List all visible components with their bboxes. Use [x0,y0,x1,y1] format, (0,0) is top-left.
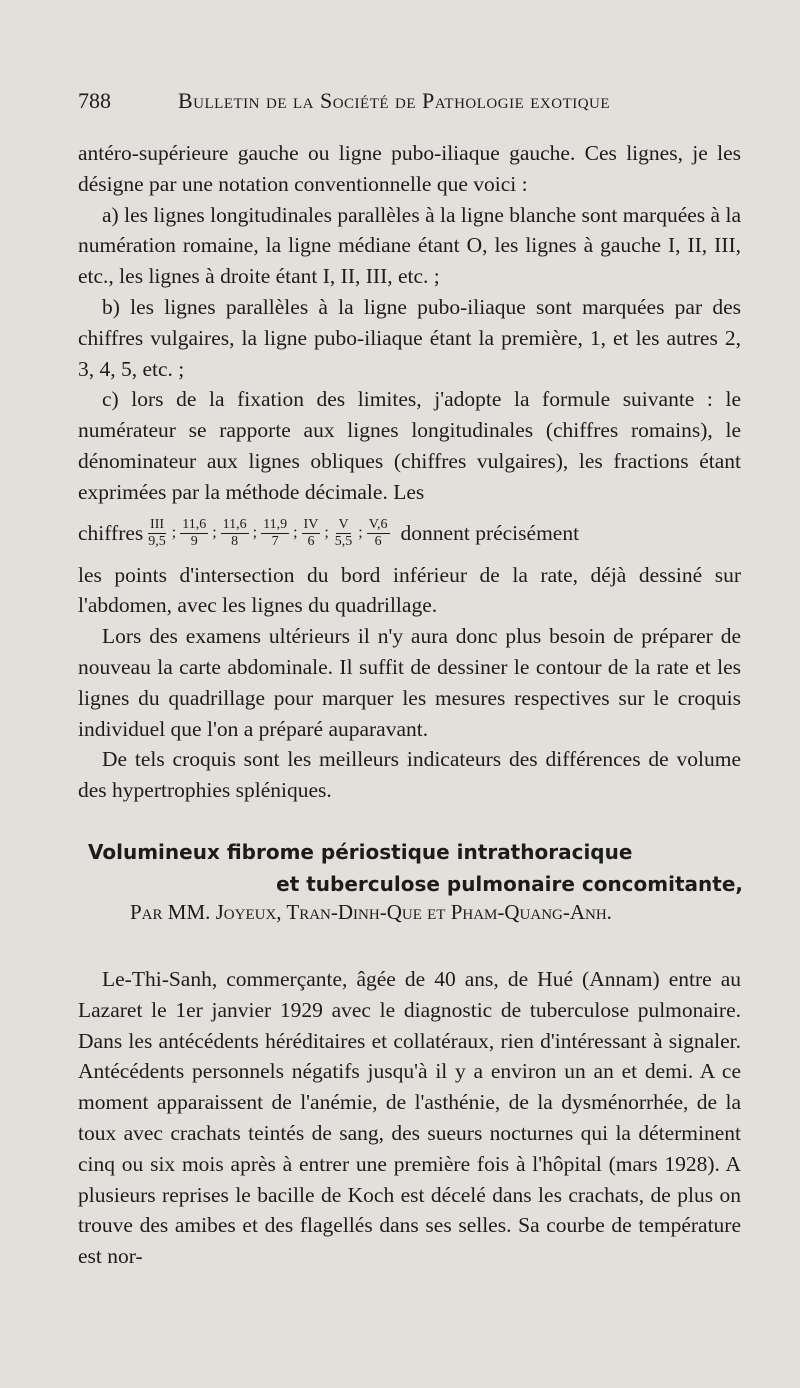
fraction-denominator: 6 [374,534,382,550]
fraction-denominator: 7 [271,534,279,550]
running-title: Bulletin de la Société de Pathologie exotique [178,88,611,113]
paragraph-c-end: les points d'intersection du bord inférieur de la rate, déjà dessiné sur l'abdomen, avec les lignes du quadrillage. [78,562,741,618]
page-number: 788 [78,88,111,113]
paragraph-b: b) les lignes parallèles à la ligne pubo-iliaque sont marquées par des chiffres vulgaires, la ligne pubo-iliaque étant la première, 1, et les autres 2, 3, 4, 5, etc. ; [78,294,741,381]
fraction-numerator: III [150,517,165,533]
fraction [146,517,168,550]
article-title-line-1: Volumineux fibrome périostique intrathoracique [88,840,633,864]
fraction-numerator: 11,6 [222,517,247,533]
fraction-numerator: 11,6 [182,517,207,533]
fraction-denominator: 6 [307,534,315,550]
fraction [261,517,289,550]
article-authors: Par MM. Joyeux, Tran-Dinh-Que et Pham-Quang-Anh. [130,900,612,924]
article-title-line-2: et tuberculose pulmonaire concomitante, [276,872,743,896]
paragraph-c: c) lors de la fixation des limites, j'adopte la formule suivante : le numérateur se rapporte aux lignes longitudinales (chiffres romains), le dénominateur aux lignes obliques (chiffres vulgaires), les fractions étant exprimées par la méthode décimale. Les [78,387,741,504]
fraction-numerator: V [338,517,349,533]
fraction-denominator: 8 [231,534,239,550]
paragraph-3: De tels croquis sont les meilleurs indicateurs des différences de volume des hypertrophies spléniques. [78,747,741,803]
article-body: Le-Thi-Sanh, commerçante, âgée de 40 ans, de Hué (Annam) entre au Lazaret le 1er janvier 1929 avec le diagnostic de tuberculose pulmonaire. Dans les antécédents héréditaires et collatéraux, rien d'intéressant à signaler. Antécédents personnels négatifs jusqu'à il y a environ un an et demi. A ce moment apparaissent de l'anémie, de l'asthénie, de la dysménorrhée, de la toux avec crachats teintés de sang, des sueurs nocturnes qui la déterminent cinq ou six mois après à entrer une première fois à l'hôpital (mars 1928). A plusieurs reprises le bacille de Koch est décelé dans les crachats, de plus on trouve des amibes et des flagellés dans ses selles. Sa courbe de température est nor- [78,967,741,1269]
paragraph-a: a) les lignes longitudinales parallèles à la ligne blanche sont marquées à la numération romaine, la ligne médiane étant O, les lignes à gauche I, II, III, etc., les lignes à droite étant I, II, III, etc. ; [78,202,741,289]
fraction-denominator: 9,5 [148,534,166,550]
fraction [180,517,208,550]
fraction-denominator: 9 [190,534,198,550]
fraction-prefix: chiffres [78,521,144,546]
paragraph-intro: antéro-supérieure gauche ou ligne pubo-iliaque gauche. Ces lignes, je les désigne par une notation conventionnelle que voici : [78,141,741,196]
fraction-denominator: 5,5 [334,534,353,550]
fraction-numerator: 11,9 [263,517,288,533]
page-header [78,88,722,116]
fraction-numerator: IV [303,517,319,533]
fraction-numerator: V,6 [368,517,388,533]
paragraph-2: Lors des examens ultérieurs il n'y aura donc plus besoin de préparer de nouveau la carte abdominale. Il suffit de dessiner le contour de la rate et les lignes du quadrillage pour marquer les mesures respectives sur le croquis individuel que l'on a préparé auparavant. [78,624,741,741]
fraction [221,517,249,550]
fraction [333,517,355,550]
fraction-line: chiffres $\frac{\text{III}}{9,5}$ ; $\frac{11,6}{9}$ ; $\frac{11,6}{8}$ ; $\frac{11,9}{7}$ ; $\frac{IV}{6}$ ; $\frac{V}{5,5}$ ; $\frac{V,6}{6}$ donnent précisément [78,517,580,550]
fraction [367,517,390,550]
fraction-suffix: donnent précisément [400,521,580,546]
article-body-block [78,964,741,1272]
article-title [88,836,743,900]
main-text-block [78,138,741,806]
fraction [302,517,321,550]
